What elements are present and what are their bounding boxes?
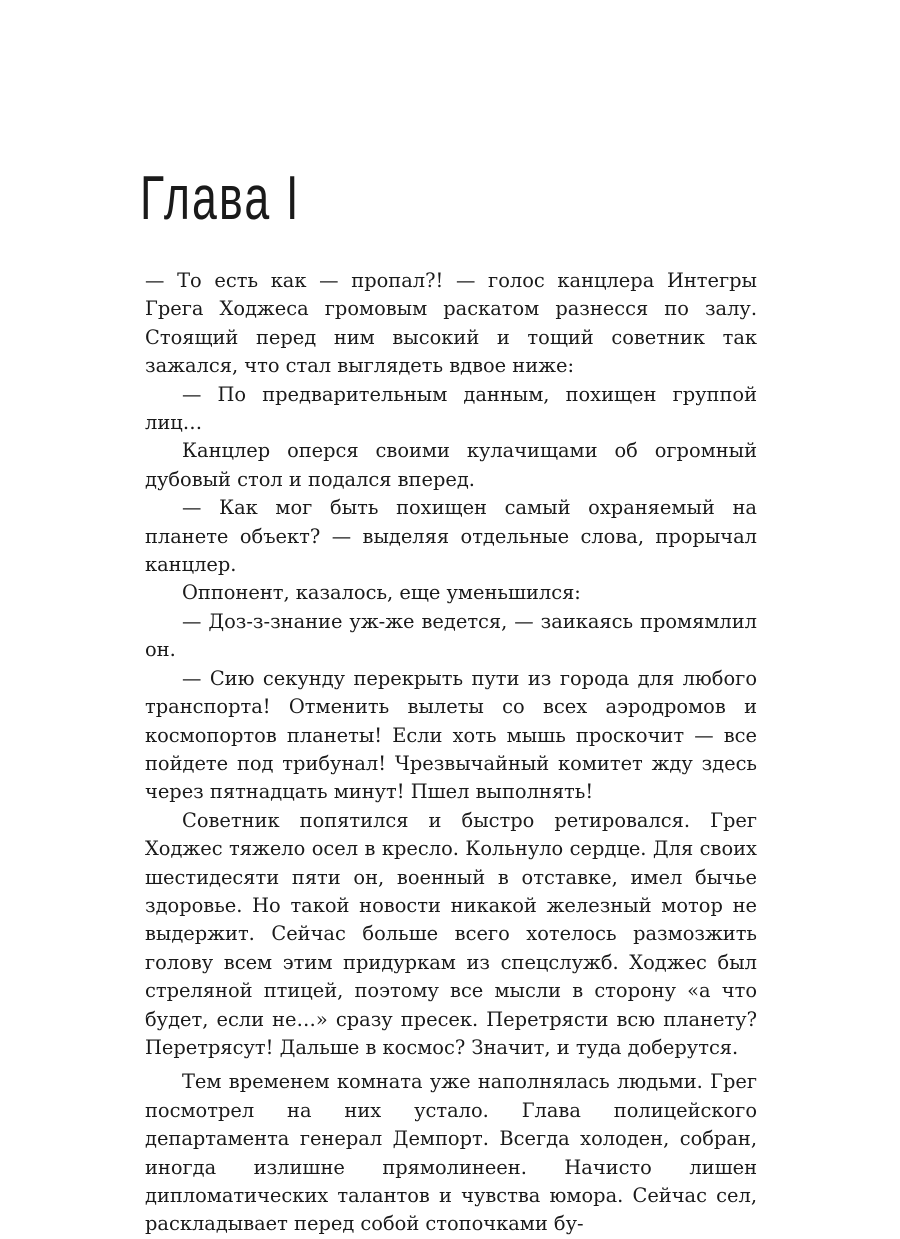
chapter-title: Глава I — [140, 164, 301, 233]
paragraph: Советник попятился и быстро ретировался. Грег Ходжес тяжело осел в кресло. Кольнуло сердце. Для своих шестидесяти пяти он, военный в отставке, имел бычье здоровье. Но такой новости никакой железный мотор не выдержит. Сейчас больше всего хотелось размозжить голову всем этим придуркам из спецслужб. Ходжес был стреляной птицей, поэтому все мысли в сторону «а что будет, если не…» сразу пресек. Перетрясти всю планету? Перетрясут! Дальше в космос? Значит, и туда доберутся. — [145, 808, 757, 1059]
paragraph: — Доз-з-знание уж-же ведется, — заикаясь промямлил он. — [145, 609, 757, 662]
paragraph: Тем временем комната уже наполнялась людьми. Грег посмотрел на них устало. Глава полицейского департамента генерал Демпорт. Всегда холоден, собран, иногда излишне прямолинеен. Начисто лишен дипломатических талантов и чувства юмора. Сейчас сел, раскладывает перед собой стопочками бу- — [145, 1070, 757, 1236]
chapter-text — [145, 267, 757, 1239]
paragraph: — По предварительным данным, похищен группой лиц… — [145, 382, 757, 435]
paragraph: — Сию секунду перекрыть пути из города для любого транспорта! Отменить вылеты со всех аэродромов и космопортов планеты! Если хоть мышь проскочит — все пойдете под трибунал! Чрезвычайный комитет жду здесь через пятнадцать минут! Пшел выполнять! — [145, 666, 757, 804]
paragraph: — Как мог быть похищен самый охраняемый на планете объект? — выделяя отдельные слова, прорычал канцлер. — [145, 496, 757, 577]
paragraph: Канцлер оперся своими кулачищами об огромный дубовый стол и подался вперед. — [145, 439, 757, 491]
paragraph: Оппонент, казалось, еще уменьшился: — [182, 581, 581, 605]
paragraph: — То есть как — пропал?! — голос канцлера Интегры Грега Ходжеса громовым раскатом разнесся по залу. Стоящий перед ним высокий и тощий советник так зажался, что стал выглядеть вдвое ниже: — [145, 269, 757, 378]
